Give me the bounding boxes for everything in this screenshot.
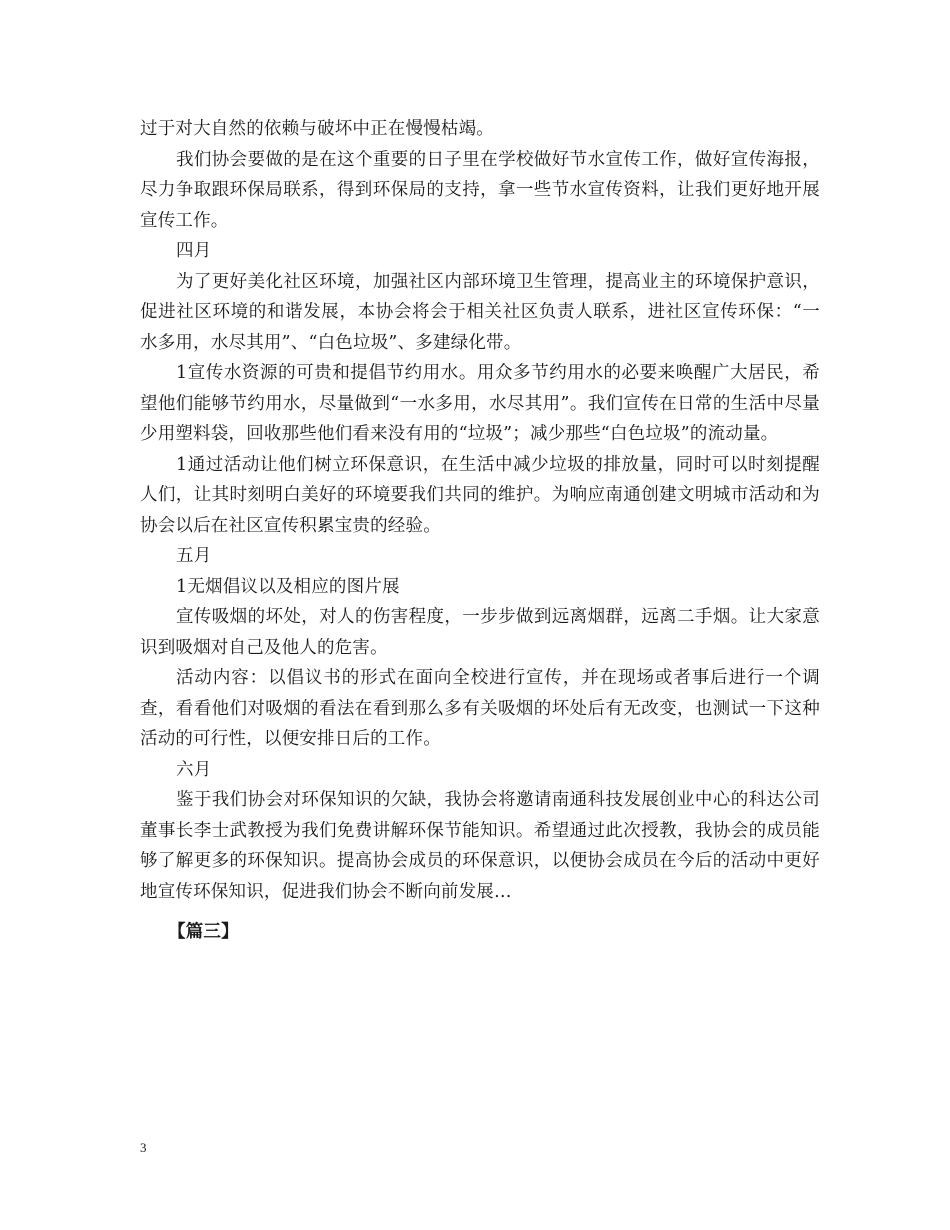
paragraph: 鉴于我们协会对环保知识的欠缺，我协会将邀请南通科技发展创业中心的科达公司董事长李士武教授为我们免费讲解环保节能知识。希望通过此次授教，我协会的成员能够了解更多的环保知识。提高协会成员的环保意识，以便协会成员在今后的活动中更好地宣传环保知识，促进我们协会不断向前发展… [140,790,820,902]
paragraph: 1无烟倡议以及相应的图片展 [176,576,400,597]
paragraph: 1通过活动让他们树立环保意识，在生活中减少垃圾的排放量，同时可以时刻提醒人们，让其时刻明白美好的环境要我们共同的维护。为响应南通创建文明城市活动和为协会以后在社区宣传积累宝贵的经验。 [140,454,820,536]
section-heading-may: 五月 [176,546,212,566]
section-marker: 【篇三】 [168,922,239,942]
page-number: 3 [140,1140,147,1155]
document-body [140,114,820,948]
paragraph: 过于对大自然的依赖与破坏中正在慢慢枯竭。 [140,119,494,139]
paragraph: 宣传吸烟的坏处，对人的伤害程度，一步步做到远离烟群，远离二手烟。让大家意识到吸烟对自己及他人的危害。 [140,607,820,658]
paragraph: 我们协会要做的是在这个重要的日子里在学校做好节水宣传工作，做好宣传海报，尽力争取跟环保局联系，得到环保局的支持，拿一些节水宣传资料，让我们更好地开展宣传工作。 [140,149,820,231]
section-heading-june: 六月 [176,759,212,780]
section-heading-april: 四月 [176,241,212,261]
paragraph: 活动内容：以倡议书的形式在面向全校进行宣传，并在现场或者事后进行一个调查，看看他们对吸烟的看法在看到那么多有关吸烟的坏处后有无改变，也测试一下这种活动的可行性，以便安排日后的工作。 [140,668,820,749]
paragraph: 1宣传水资源的可贵和提倡节约用水。用众多节约用水的必要来唤醒广大居民，希望他们能够节约用水，尽量做到“一水多用，水尽其用”。我们宣传在日常的生活中尽量少用塑料袋，回收那些他们看来没有用的“垃圾”；减少那些“白色垃圾”的流动量。 [140,363,820,444]
paragraph: 为了更好美化社区环境，加强社区内部环境卫生管理，提高业主的环境保护意识，促进社区环境的和谐发展，本协会将会于相关社区负责人联系，进社区宣传环保：“一水多用，水尽其用”、“白色垃圾”、多建绿化带。 [140,271,820,353]
